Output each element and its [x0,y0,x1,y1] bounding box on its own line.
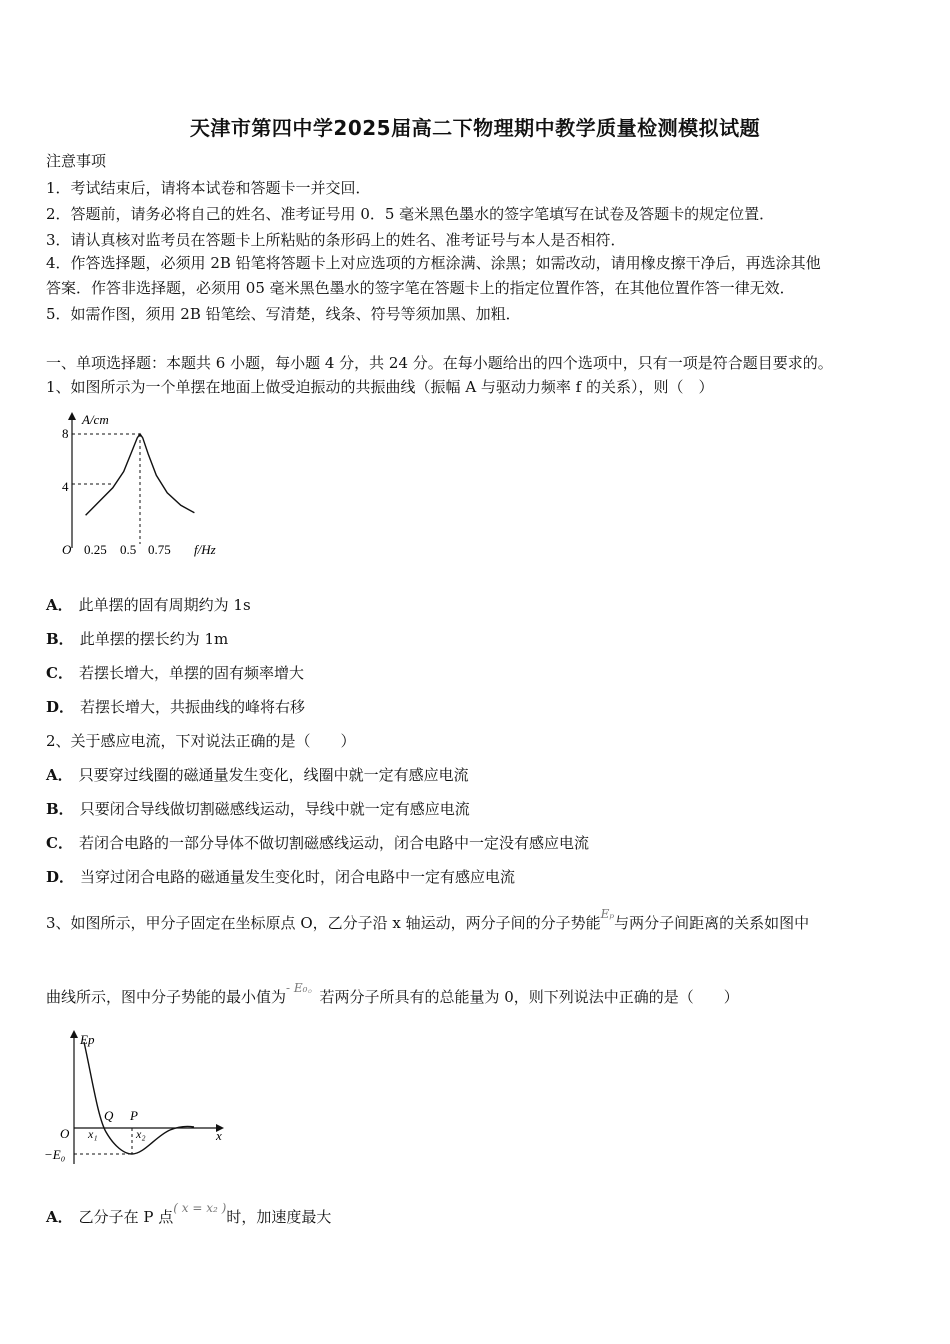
y-tick-label: 4 [62,479,69,494]
page-title: 天津市第四中学2025届高二下物理期中教学质量检测模拟试题 [189,116,761,140]
origin-label: O [62,542,72,557]
q2-stem: 2、关于感应电流，下对说法正确的是（ ） [46,732,356,750]
q2-option-d[interactable]: D． 当穿过闭合电路的磁通量发生变化时，闭合电路中一定有感应电流 [46,868,516,886]
section-heading: 一、单项选择题：本题共 6 小题，每小题 4 分，共 24 分。在每小题给出的四个选项中，只有一项是符合题目要求的。 [46,354,833,372]
ep-symbol: Eₚ [600,907,615,921]
q3-stem-line1: 3、如图所示，甲分子固定在坐标原点 O，乙分子沿 x 轴运动，两分子间的分子势能$^{E_p}$与两分子间距离的关系如图中 [46,907,810,932]
q3-potential-energy-chart [44,1028,234,1168]
notice-item: 答案．作答非选择题，必须用 05 毫米黑色墨水的签字笔在答题卡上的指定位置作答，在其他位置作答一律无效． [46,279,795,297]
point-p-label: P [130,1108,138,1123]
y-axis-label: Ep [80,1032,95,1047]
notice-heading: 注意事项 [46,152,107,170]
notice-item: 3．请认真核对监考员在答题卡上所粘贴的条形码上的姓名、准考证号与本人是否相符． [46,231,626,249]
q1-option-a[interactable]: A． 此单摆的固有周期约为 1s [46,596,251,614]
q1-option-d[interactable]: D． 若摆长增大，共振曲线的峰将右移 [46,698,306,716]
y-axis-arrow [70,1030,78,1038]
q1-stem: 1、如图所示为一个单摆在地面上做受迫振动的共振曲线（振幅 A 与驱动力频率 f 的关系），则（ ） [46,378,714,396]
q1-option-c[interactable]: C． 若摆长增大，单摆的固有频率增大 [46,664,304,682]
q3-stem-line2: 曲线所示，图中分子势能的最小值为$^{- E_0。}$若两分子所具有的总能量为 0，则下列说法中正确的是（ ） [46,981,739,1006]
x-axis-label: f/Hz [194,542,216,557]
q2-option-a[interactable]: A． 只要穿过线圈的磁通量发生变化，线圈中就一定有感应电流 [46,766,469,784]
q2-option-c[interactable]: C． 若闭合电路的一部分导体不做切割磁感线运动，闭合电路中一定没有感应电流 [46,834,589,852]
x2-label: x₂ [136,1127,146,1141]
x1-label: x₁ [88,1127,98,1141]
q2-option-b[interactable]: B． 只要闭合导线做切割磁感线运动，导线中就一定有感应电流 [46,800,470,818]
y-axis-label: A/cm [82,412,109,427]
notice-item: 4．作答选择题，必须用 2B 铅笔将答题卡上对应选项的方框涂满、涂黑；如需改动，请用橡皮擦干净后，再选涂其他 [46,254,821,272]
x-tick-label: 0.25 [84,542,107,557]
e0-symbol: - E₀。 [286,981,320,995]
notice-item: 5．如需作图，须用 2B 铅笔绘、写清楚，线条、符号等须加黑、加粗． [46,305,521,323]
q1-resonance-chart [56,410,236,560]
origin-label: O [60,1126,70,1141]
q1-option-b[interactable]: B． 此单摆的摆长约为 1m [46,630,229,648]
notice-item: 2．答题前，请务必将自己的姓名、准考证号用 0．5 毫米黑色墨水的签字笔填写在试卷及答题卡的规定位置． [46,205,775,223]
notice-item: 1．考试结束后，请将本试卷和答题卡一并交回． [46,179,371,197]
x-tick-label: 0.5 [120,542,137,557]
q3-option-a[interactable]: A． 乙分子在 P 点$^{( x = x_2 )}$时，加速度最大 [46,1201,332,1226]
condition-x2: ( x = x₂ ) [173,1201,227,1215]
neg-e0-label: −E₀ [44,1147,66,1162]
point-q-label: Q [104,1108,114,1123]
x-axis-label: x [216,1128,222,1143]
y-axis-arrow [68,412,76,420]
x-tick-label: 0.75 [148,542,171,557]
y-tick-label: 8 [62,426,69,441]
